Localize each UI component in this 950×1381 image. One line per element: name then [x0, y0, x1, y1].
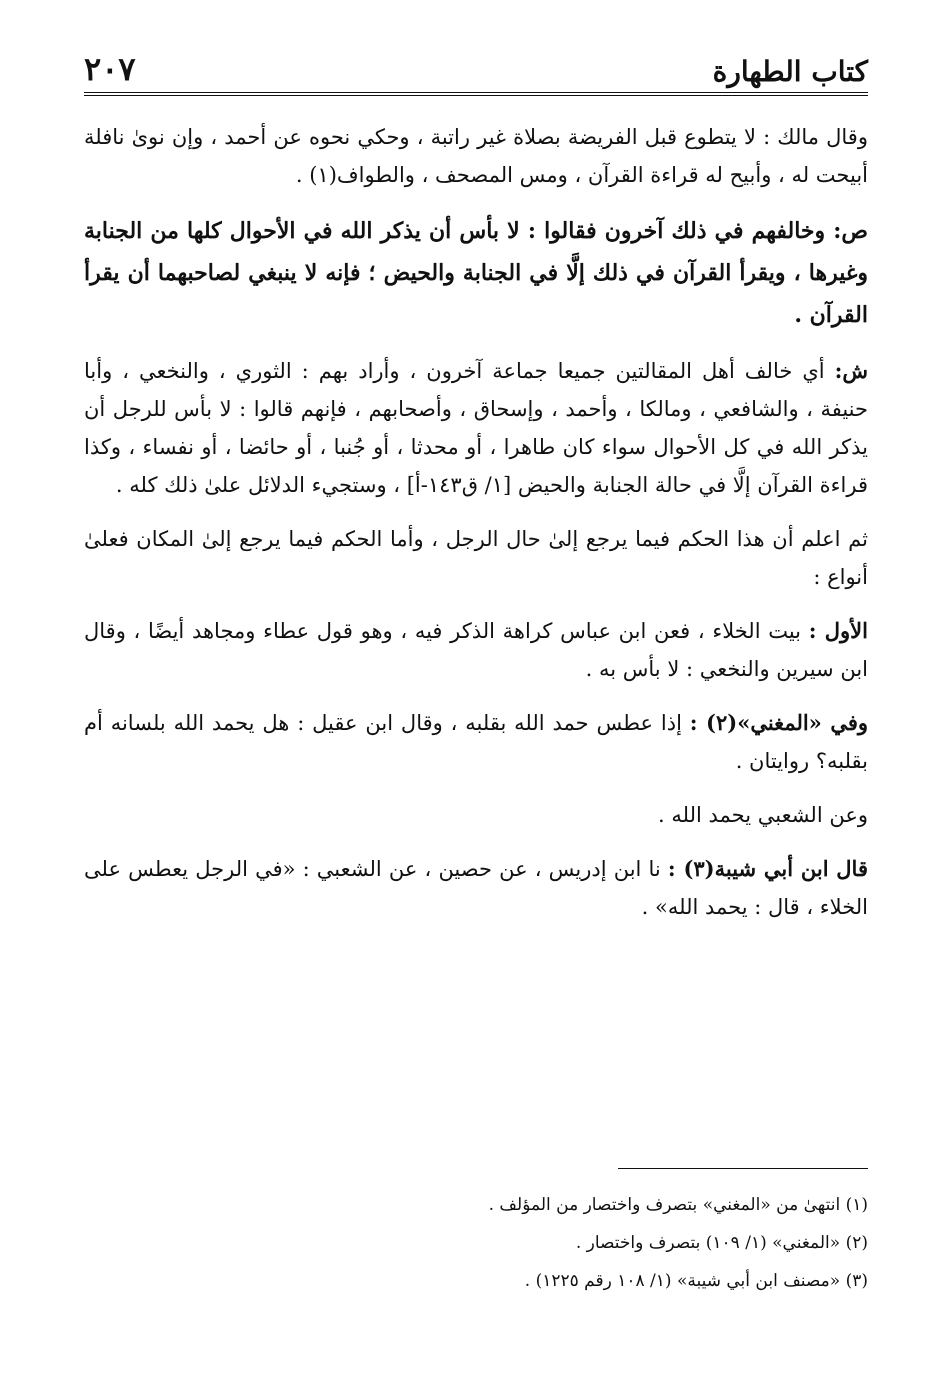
paragraph-text: نا ابن إدريس ، عن حصين ، عن الشعبي : «في الرجل يعطس على الخلاء ، قال : يحمد الله» .: [84, 857, 868, 919]
paragraph-ibn-abi-shaybah: [84, 850, 868, 926]
paragraph-shin: [84, 352, 868, 504]
paragraph-first: [84, 612, 868, 688]
page-number: ٢٠٧: [84, 50, 136, 88]
paragraph-lead: الأول :: [808, 618, 868, 643]
paragraph-text: وخالفهم في ذلك آخرون فقالوا : لا بأس أن يذكر الله في الأحوال كلها من الجنابة وغيرها ، ويقرأ القرآن في ذلك إلَّا في الجنابة والحيض ؛ فإنه لا ينبغي لصاحبهما أن يقرأ القرآن .: [84, 218, 868, 328]
paragraph-sad: [84, 210, 868, 336]
paragraph-text: وعن الشعبي يحمد الله .: [658, 803, 868, 827]
paragraph-mughni: [84, 704, 868, 780]
paragraph-text: ثم اعلم أن هذا الحكم فيما يرجع إلىٰ حال الرجل ، وأما الحكم فيما يرجع إلىٰ المكان فعلىٰ أنواع :: [84, 527, 868, 589]
paragraph-text: أي خالف أهل المقالتين جميعا جماعة آخرون ، وأراد بهم : الثوري ، والنخعي ، وأبا حنيفة ، والشافعي ، ومالكا ، وأحمد ، وإسحاق ، وأصحابهم ، فإنهم قالوا : لا بأس للرجل أن يذكر الله في كل الأحوال سواء كان طاهرا ، أو محدثا ، أو جُنبا ، أو حائضا ، أو نفساء ، وكذا قراءة القرآن إلَّا في حالة الجنابة والحيض [١/ ق١٤٣-أ] ، وستجيء الدلائل علىٰ ذلك كله .: [84, 359, 868, 497]
paragraph-text: بيت الخلاء ، فعن ابن عباس كراهة الذكر فيه ، وهو قول عطاء ومجاهد أيضًا ، وقال ابن سيرين والنخعي : لا بأس به .: [84, 619, 868, 681]
paragraph-lead: ش:: [834, 358, 868, 383]
paragraph-shabi: [84, 796, 868, 834]
paragraph-text: وقال مالك : لا يتطوع قبل الفريضة بصلاة غير راتبة ، وحكي نحوه عن أحمد ، وإن نوىٰ نافلة أبيحت له ، وأبيح له قراءة القرآن ، ومس المصحف ، والطواف(١) .: [84, 125, 868, 187]
footnote-2: (٢) «المغني» (١/ ١٠٩) بتصرف واختصار .: [575, 1233, 868, 1253]
paragraph-text: إذا عطس حمد الله بقلبه ، وقال ابن عقيل : هل يحمد الله بلسانه أم بقلبه؟ روايتان .: [84, 711, 868, 773]
paragraph-types: [84, 520, 868, 596]
footnote-separator: [618, 1168, 868, 1169]
paragraph-lead: قال ابن أبي شيبة(٣) :: [667, 856, 868, 881]
page-header: [84, 30, 868, 96]
paragraph-lead: وفي «المغني»(٢) :: [689, 710, 868, 735]
paragraph-malik: [84, 118, 868, 194]
footnote-1: (١) انتهىٰ من «المغني» بتصرف واختصار من المؤلف .: [488, 1195, 868, 1215]
chapter-title: كتاب الطهارة: [712, 55, 868, 88]
paragraph-lead: ص:: [833, 218, 868, 244]
footnotes: [84, 1186, 868, 1300]
page-body: [84, 118, 868, 926]
footnote-3: (٣) «مصنف ابن أبي شيبة» (١/ ١٠٨ رقم ١٢٢٥) .: [524, 1271, 868, 1291]
